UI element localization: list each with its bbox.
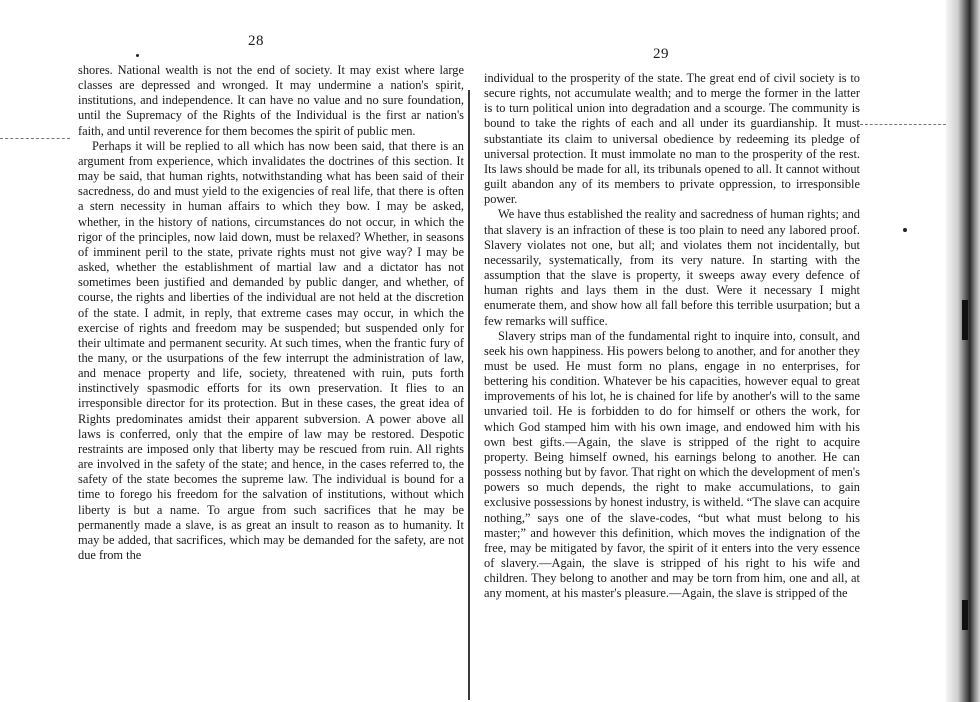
paragraph: shores. National wealth is not the end of society. It may exist where large classes are depressed and wronged. It may undermine a nation's spirit, institutions, and independence. It can have no value and no sure foundation, until the Supremacy of the Rights of the Individual is the first ar nation's faith, and until reverence for them becomes the spirit of public men. (78, 63, 464, 138)
book-spine-edge (946, 0, 980, 702)
page-number-right: 29 (653, 46, 669, 62)
scan-artifact-line (0, 138, 70, 139)
ink-speck (903, 228, 907, 232)
paragraph: Slavery strips man of the fundamental right to inquire into, consult, and seek his own happiness. His powers belong to another, and for another they must be used. He must form no plans, engage in no enterprises, for bettering his condition. Whatever be his capacities, however equal to great improvements of his lot, he is chained for life by another's will to the same unvaried toil. He is forbidden to do for himself or others the work, for which God stamped him with his own image, and endowed him with his own best gifts.—Again, the slave is stripped of the right to acquire property. Being himself owned, his earnings belong to another. He can possess nothing but by favor. That right on which the development of men's powers so much depends, the right to make accumulations, to gain exclusive possessions by honest industry, is witheld. “The slave can acquire nothing,” says one of the slave-codes, “but what must belong to his master;” and however this definition, which moves the indignation of the free, may be mitigated by favor, the spirit of it enters into the very essence of slavery.—Again, the slave is stripped of his right to his wife and children. They belong to another and may be torn from him, one and all, at any moment, at his master's pleasure.—Again, the slave is stripped of the (484, 328, 860, 601)
ink-speck (136, 54, 139, 57)
page-gutter (468, 90, 470, 700)
page-number-left: 28 (248, 33, 264, 49)
left-page (70, 0, 465, 702)
spine-shadow (962, 600, 968, 630)
paragraph: individual to the prosperity of the state. The great end of civil society is to secure rights, not accumulate wealth; and to merge the former in the latter is to turn political union into degradation and a scourge. The community is bound to take the rights of each and all under its guardianship. It must substantiate its claim to universal obedience by redeeming its pledge of universal protection. It must immolate no man to the prosperity of the rest. Its laws should be made for all, its tribunals opened to all. It cannot without guilt abandon any of its members to private oppression, to irresponsible power. (484, 71, 860, 207)
scan-artifact-line (860, 124, 946, 125)
right-page-text (484, 71, 860, 601)
spine-shadow (962, 300, 968, 340)
right-page (475, 0, 860, 702)
paragraph: Perhaps it will be replied to all which has now been said, that there is an argument from experience, which invalidates the doctrines of this section. It may be said, that human rights, notwithstanding what has been said of their sacredness, do and must yield to the exigencies of real life, that there is often a stern necessity in human affairs to which they bow. I may be asked, whether, in the history of nations, circumstances do not occur, in which the rigor of the principles, now laid down, must be relaxed? Whether, in seasons of imminent peril to the state, private rights must not give way? I may be asked, whether the establishment of martial law and a dictator has not sometimes been justified and demanded by public danger, and whether, of course, the rights and liberties of the individual are not held at the discretion of the state. I admit, in reply, that extreme cases may occur, in which the exercise of rights and freedom may be suspended; but suspended only for their ultimate and permanent security. At such times, when the frantic fury of the many, or the usurpations of the few interrupt the administration of law, and menace property and life, society, threatened with ruin, puts forth instinctively spasmodic efforts for its own preservation. It flies to an irresponsible director for its protection. But in these cases, the great idea of Rights predominates amidst their apparent subversion. A power above all laws is conferred, only that the empire of law may be restored. Despotic restraints are imposed only that liberty may be rescued from ruin. All rights are involved in the safety of the state; and hence, in the cases referred to, the safety of the state becomes the supreme law. The individual is bound for a time to forego his freedom for the salvation of institutions, without which liberty is but a name. To argue from such sacrifices that he may be permanently made a slave, is as great an insult to reason as to humanity. It may be added, that sacrifices, which may be demanded for the safety, are not due from the (78, 138, 464, 562)
left-page-text (78, 63, 464, 563)
paragraph: We have thus established the reality and sacredness of human rights; and that slavery is an infraction of these is too plain to need any labored proof. Slavery violates not one, but all; and violates them not incidentally, but necessarily, systematically, from its very nature. In starting with the assumption that the slave is property, it sweeps away every defence of human rights and lays them in the dust. Were it necessary I might enumerate them, and show how all fall before this terrible usurpation; but a few remarks will suffice. (484, 207, 860, 328)
